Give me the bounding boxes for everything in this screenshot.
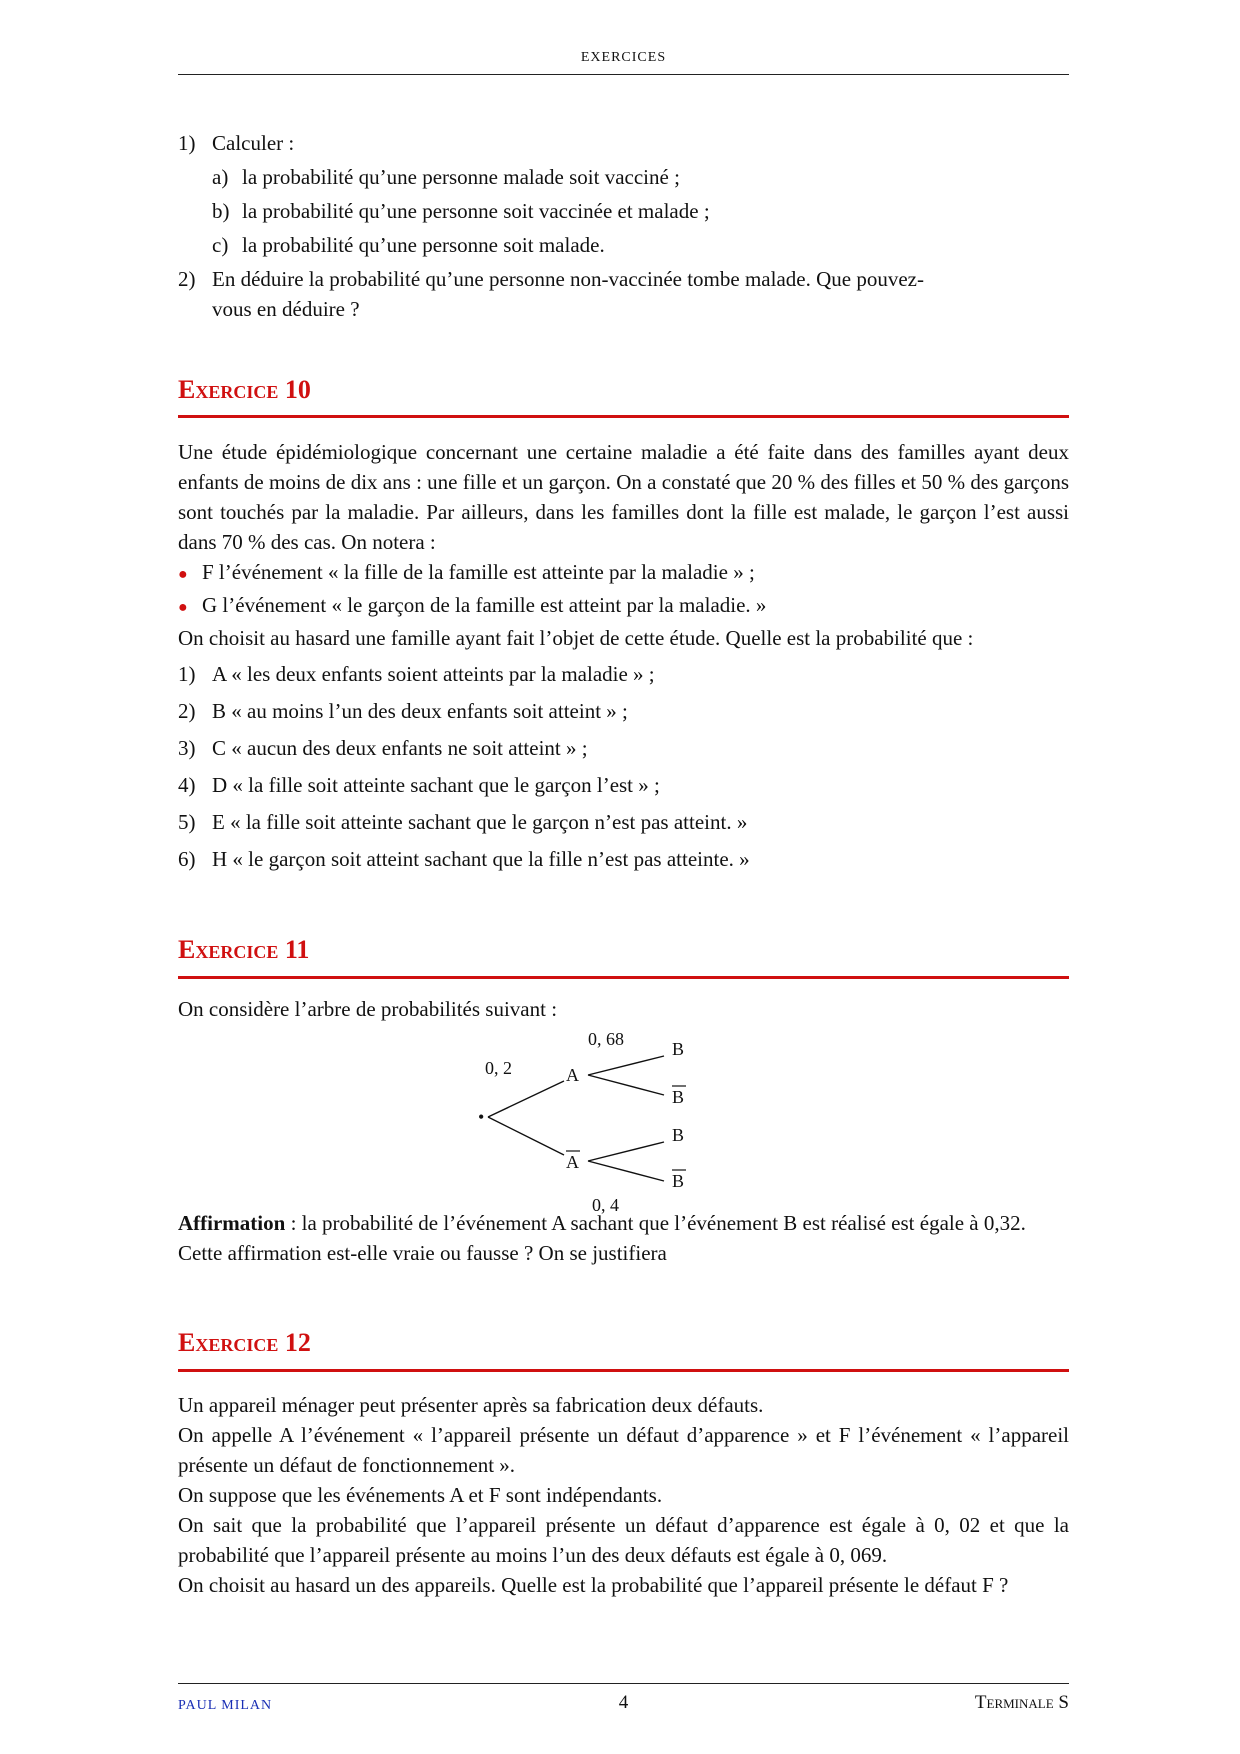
question-1a: a) la probabilité qu’une personne malade soit vacciné ; — [212, 165, 680, 189]
exercise-12-line: Un appareil ménager peut présenter après sa fabrication deux défauts. — [178, 1393, 764, 1417]
question-2-cont: vous en déduire ? — [212, 297, 360, 321]
running-header: EXERCICES — [580, 50, 667, 65]
tree-root: • — [478, 1107, 485, 1127]
leaf-Bbar-1: B — [672, 1087, 685, 1107]
question-1b: b) la probabilité qu’une personne soit vaccinée et malade ; — [212, 199, 710, 223]
list-item: 1) A « les deux enfants soient atteints par la maladie » ; — [178, 662, 655, 686]
bullet-icon: ● — [178, 599, 188, 616]
affirmation-label: Affirmation — [178, 1211, 286, 1235]
branch-root-A — [488, 1081, 564, 1117]
prob-B-given-A-label: 0, 68 — [588, 1029, 624, 1049]
branch-A-B — [588, 1056, 664, 1075]
exercise-11-rule — [178, 976, 1069, 979]
exercise-10-body — [178, 437, 1069, 874]
exercise-12-body — [178, 1390, 1069, 1600]
exercise-12-title: Exercice 12 — [178, 1328, 311, 1357]
probability-tree — [478, 1015, 778, 1215]
list-item: 4) D « la fille soit atteinte sachant que le garçon l’est » ; — [178, 773, 660, 797]
exercise-12-rule — [178, 1369, 1069, 1372]
footer-rule — [178, 1683, 1069, 1684]
question-1: 1) Calculer : — [178, 131, 295, 155]
list-item: 6) H « le garçon soit atteint sachant que la fille n’est pas atteinte. » — [178, 847, 750, 871]
list-item: 3) C « aucun des deux enfants ne soit atteint » ; — [178, 736, 588, 760]
exercise-10-paragraph: Une étude épidémiologique concernant une certaine maladie a été faite dans des familles ayant deux enfants de moins de dix ans : une fille et un garçon. On a constaté que 20 % des filles et 50 % des garçons sont touchés par la maladie. Par ailleurs, dans les familles dont la fille est malade, le garçon l’est aussi dans 70 % des cas. On notera : — [178, 440, 1069, 554]
branch-root-Abar — [488, 1117, 564, 1155]
question-1c: c) la probabilité qu’une personne soit malade. — [212, 233, 605, 257]
node-A: A — [566, 1065, 579, 1085]
leaf-Bbar-2: B — [672, 1171, 685, 1191]
bullet-icon: ● — [178, 566, 188, 583]
page-number: 4 — [618, 1692, 629, 1713]
header-rule — [178, 74, 1069, 75]
node-Abar: A — [566, 1152, 579, 1172]
leaf-B-1: B — [672, 1039, 685, 1059]
exercise-11-body — [178, 1208, 1069, 1268]
question-2: 2) En déduire la probabilité qu’une personne non-vaccinée tombe malade. Que pouvez- — [178, 267, 924, 291]
intro-questions — [178, 128, 1069, 324]
bullet-item: ● G l’événement « le garçon de la famille est atteint par la maladie. » — [178, 590, 1069, 623]
prob-Bbar-given-Abar-label: 0, 4 — [592, 1195, 619, 1215]
list-item: 5) E « la fille soit atteinte sachant que le garçon n’est pas atteint. » — [178, 810, 748, 834]
prob-A-label: 0, 2 — [485, 1058, 512, 1078]
exercise-11-intro: On considère l’arbre de probabilités suivant : — [178, 997, 558, 1021]
branch-Abar-Bbar — [588, 1161, 664, 1181]
exercise-12-line: On choisit au hasard un des appareils. Quelle est la probabilité que l’appareil présente le défaut F ? — [178, 1573, 1009, 1597]
leaf-B-2: B — [672, 1125, 685, 1145]
branch-A-Bbar — [588, 1075, 664, 1095]
affirmation: Affirmation : la probabilité de l’événement A sachant que l’événement B est réalisé est égale à 0,32. — [178, 1211, 1026, 1235]
exercise-10-rule — [178, 415, 1069, 418]
exercise-11-title: Exercice 11 — [178, 935, 310, 964]
bullet-item: ● F l’événement « la fille de la famille est atteinte par la maladie » ; — [178, 557, 1069, 590]
footer-author: PAUL MILAN — [178, 1698, 273, 1713]
exercise-10-question: On choisit au hasard une famille ayant fait l’objet de cette étude. Quelle est la probabilité que : — [178, 626, 974, 650]
footer-class: Terminale S — [974, 1692, 1069, 1713]
branch-Abar-B — [588, 1142, 664, 1161]
exercise-10-title: Exercice 10 — [178, 375, 311, 404]
list-item: 2) B « au moins l’un des deux enfants soit atteint » ; — [178, 699, 628, 723]
exercise-12-line: On sait que la probabilité que l’appareil présente un défaut d’apparence est égale à 0, 02 et que la probabilité que l’appareil présente au moins l’un des deux défauts est égale à 0, 069. — [178, 1513, 1069, 1567]
exercise-11-question: Cette affirmation est-elle vraie ou fausse ? On se justifiera — [178, 1241, 667, 1265]
exercise-12-line: On suppose que les événements A et F sont indépendants. — [178, 1483, 663, 1507]
exercise-12-line: On appelle A l’événement « l’appareil présente un défaut d’apparence » et F l’événement « l’appareil présente un défaut de fonctionnement ». — [178, 1423, 1069, 1477]
